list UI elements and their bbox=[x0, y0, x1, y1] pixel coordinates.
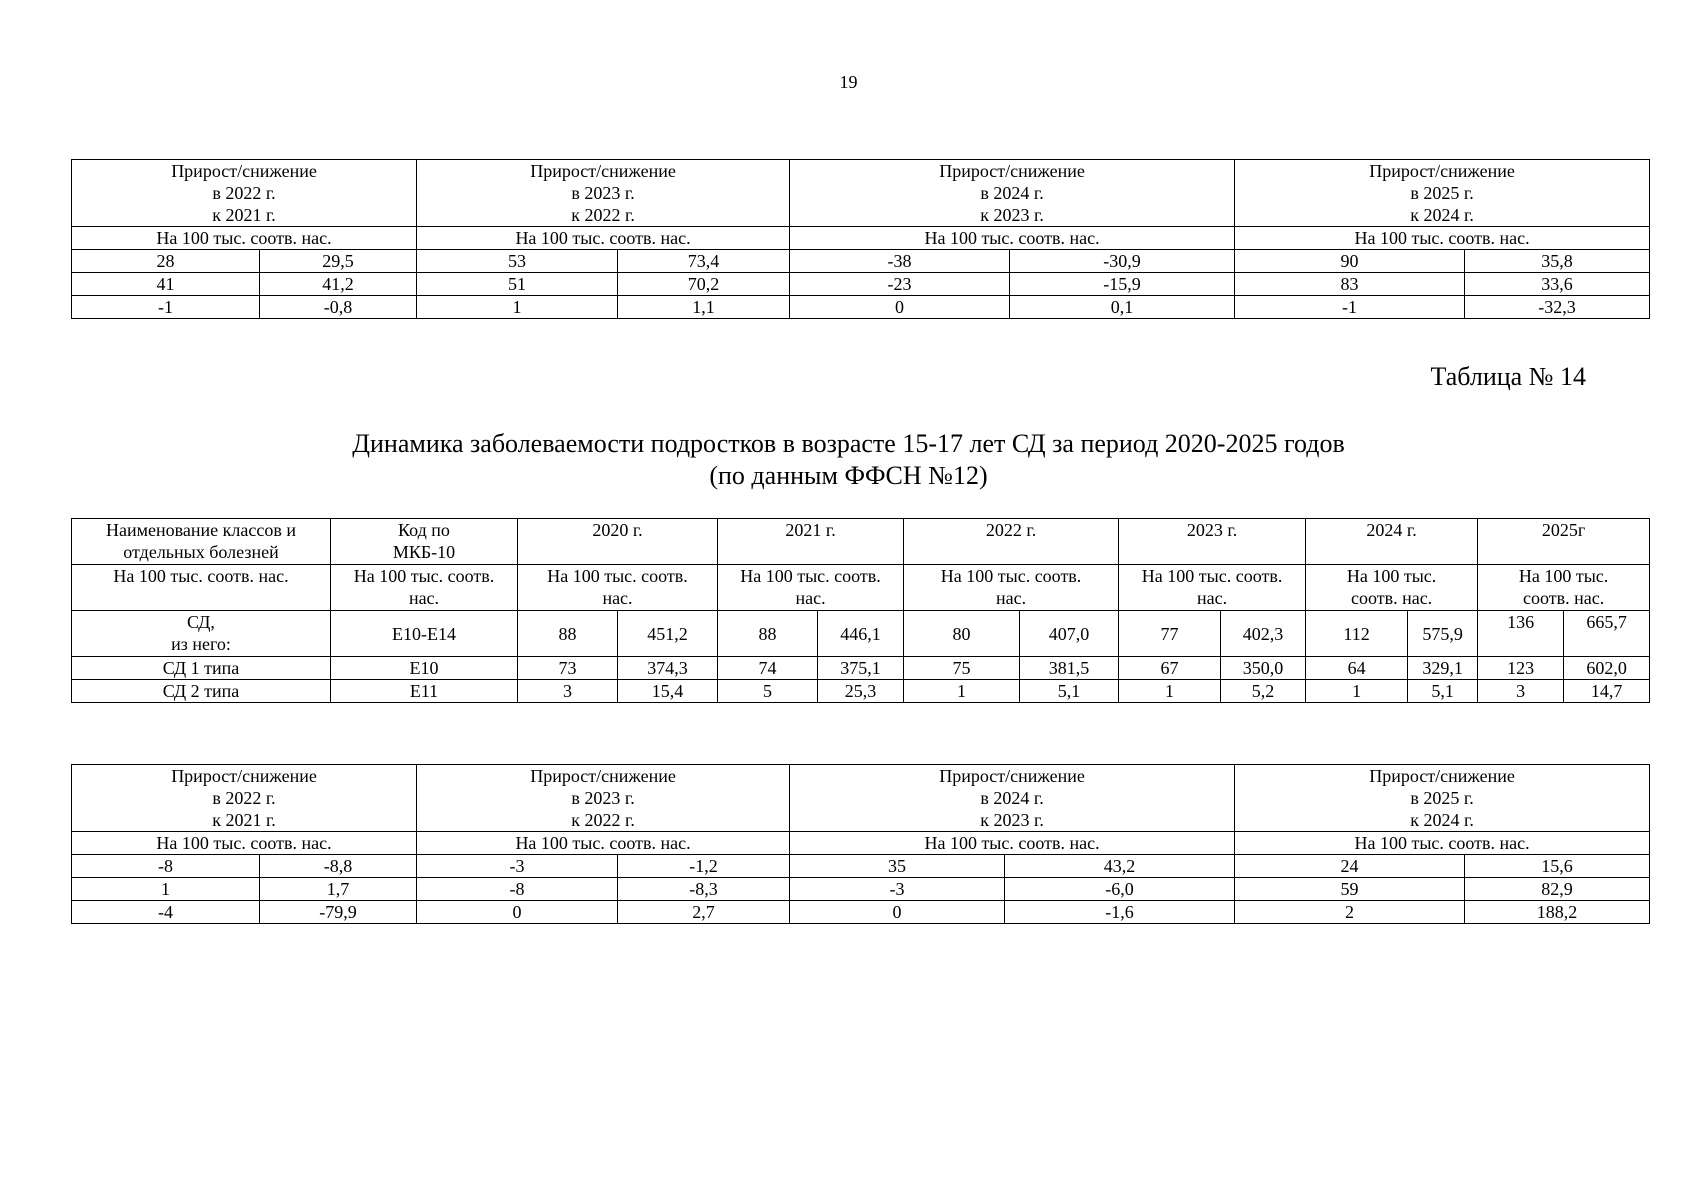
table-row bbox=[72, 250, 1650, 273]
table-cell: 112 bbox=[1306, 611, 1408, 657]
growth-header-cell bbox=[72, 160, 417, 227]
header-year-cell: 2021 г. bbox=[718, 519, 904, 565]
subheader-line: На 100 тыс. соотв. bbox=[547, 566, 688, 586]
subheader-line: На 100 тыс. соотв. bbox=[1141, 566, 1283, 586]
table-cell: 3 bbox=[1478, 680, 1564, 703]
table-cell: 82,9 bbox=[1465, 878, 1650, 901]
table-cell: -1,2 bbox=[618, 855, 790, 878]
row-code-cell: Е10-Е14 bbox=[331, 611, 518, 657]
table-cell: 90 bbox=[1235, 250, 1465, 273]
growth-subheader-cell: На 100 тыс. соотв. нас. bbox=[1235, 227, 1650, 250]
table-row bbox=[72, 855, 1650, 878]
table-cell: 88 bbox=[718, 611, 818, 657]
header-line: в 2023 г. bbox=[571, 183, 635, 203]
table-cell: 15,4 bbox=[618, 680, 718, 703]
header-line: к 2024 г. bbox=[1410, 810, 1474, 830]
row-code-cell: Е11 bbox=[331, 680, 518, 703]
header-line: в 2024 г. bbox=[980, 788, 1044, 808]
table-cell: 665,7 bbox=[1564, 611, 1650, 657]
table-cell: 88 bbox=[518, 611, 618, 657]
table-cell: -6,0 bbox=[1005, 878, 1235, 901]
table-cell: -3 bbox=[417, 855, 618, 878]
table-cell: -1 bbox=[72, 296, 260, 319]
row-name-cell: СД 1 типа bbox=[72, 657, 331, 680]
table-row bbox=[72, 296, 1650, 319]
table-cell: 575,9 bbox=[1408, 611, 1478, 657]
table-cell: 329,1 bbox=[1408, 657, 1478, 680]
table-cell: 51 bbox=[417, 273, 618, 296]
table-cell: 59 bbox=[1235, 878, 1465, 901]
header-line: к 2024 г. bbox=[1410, 205, 1474, 225]
header-line: к 2021 г. bbox=[212, 810, 276, 830]
header-line: Прирост/снижение bbox=[1369, 766, 1515, 786]
table-cell: 29,5 bbox=[260, 250, 417, 273]
subheader-line: нас. bbox=[995, 588, 1027, 608]
table-cell: 35 bbox=[790, 855, 1005, 878]
growth-header-cell bbox=[1235, 765, 1650, 832]
header-line: Прирост/снижение bbox=[530, 161, 676, 181]
incidence-subheader-row bbox=[72, 565, 1650, 611]
header-line: в 2022 г. bbox=[212, 183, 276, 203]
subheader-code-cell bbox=[331, 565, 518, 611]
subheader-year-cell bbox=[1306, 565, 1478, 611]
row-name-cell bbox=[72, 611, 331, 657]
table-cell: -3 bbox=[790, 878, 1005, 901]
growth-header-cell bbox=[1235, 160, 1650, 227]
table-cell: -32,3 bbox=[1465, 296, 1650, 319]
table-cell: 77 bbox=[1119, 611, 1221, 657]
header-code-cell bbox=[331, 519, 518, 565]
growth-subheader-cell: На 100 тыс. соотв. нас. bbox=[72, 832, 417, 855]
growth-table-bottom bbox=[71, 764, 1650, 924]
header-line: к 2023 г. bbox=[980, 205, 1044, 225]
header-year-cell: 2020 г. bbox=[518, 519, 718, 565]
table-cell: -4 bbox=[72, 901, 260, 924]
header-line: Прирост/снижение bbox=[171, 766, 317, 786]
incidence-header-row bbox=[72, 519, 1650, 565]
incidence-table bbox=[71, 518, 1650, 703]
table-cell: 35,8 bbox=[1465, 250, 1650, 273]
growth-subheader-cell: На 100 тыс. соотв. нас. bbox=[417, 227, 790, 250]
header-line: к 2021 г. bbox=[212, 205, 276, 225]
header-year-cell: 2022 г. bbox=[904, 519, 1119, 565]
table-cell: 1,1 bbox=[618, 296, 790, 319]
growth-subheader-cell: На 100 тыс. соотв. нас. bbox=[790, 832, 1235, 855]
subheader-line: нас. bbox=[602, 588, 633, 608]
table-cell: 0 bbox=[790, 296, 1010, 319]
table-cell: 407,0 bbox=[1020, 611, 1119, 657]
growth-subheader-cell: На 100 тыс. соотв. нас. bbox=[72, 227, 417, 250]
table-cell: -79,9 bbox=[260, 901, 417, 924]
growth-header-cell bbox=[417, 765, 790, 832]
table-cell: 0,1 bbox=[1010, 296, 1235, 319]
header-name-cell bbox=[72, 519, 331, 565]
table-row bbox=[72, 657, 1650, 680]
table-cell: -8 bbox=[72, 855, 260, 878]
subheader-year-cell bbox=[518, 565, 718, 611]
header-line: в 2025 г. bbox=[1410, 183, 1474, 203]
table-number: Таблица № 14 bbox=[1430, 362, 1586, 391]
table-cell: 73,4 bbox=[618, 250, 790, 273]
growth-header-cell bbox=[790, 765, 1235, 832]
growth-header-cell bbox=[72, 765, 417, 832]
subheader-year-cell bbox=[1478, 565, 1650, 611]
header-line: Наименование классов и bbox=[106, 520, 296, 540]
growth-header-cell bbox=[790, 160, 1235, 227]
table-row bbox=[72, 273, 1650, 296]
subheader-year-cell bbox=[1119, 565, 1306, 611]
table-cell: 136 bbox=[1478, 611, 1564, 657]
table-row bbox=[72, 611, 1650, 657]
table-cell: 67 bbox=[1119, 657, 1221, 680]
table-cell: 2,7 bbox=[618, 901, 790, 924]
table-cell: 24 bbox=[1235, 855, 1465, 878]
table-cell: 1 bbox=[417, 296, 618, 319]
table-cell: -8,3 bbox=[618, 878, 790, 901]
table-cell: 70,2 bbox=[618, 273, 790, 296]
growth-header-row bbox=[72, 160, 1650, 227]
subheader-line: нас. bbox=[1196, 588, 1228, 608]
row-name-line: СД, bbox=[187, 612, 215, 632]
subheader-line: нас. bbox=[795, 588, 826, 608]
growth-subheader-row bbox=[72, 832, 1650, 855]
table-cell: 14,7 bbox=[1564, 680, 1650, 703]
table-cell: -23 bbox=[790, 273, 1010, 296]
table-cell: 374,3 bbox=[618, 657, 718, 680]
growth-subheader-row bbox=[72, 227, 1650, 250]
table-cell: 5 bbox=[718, 680, 818, 703]
header-line: к 2023 г. bbox=[980, 810, 1044, 830]
table-cell: -15,9 bbox=[1010, 273, 1235, 296]
row-code-cell: Е10 bbox=[331, 657, 518, 680]
table-row bbox=[72, 680, 1650, 703]
table-cell: 53 bbox=[417, 250, 618, 273]
table-cell: 75 bbox=[904, 657, 1020, 680]
header-line: в 2024 г. bbox=[980, 183, 1044, 203]
page-number: 19 bbox=[839, 72, 858, 92]
table-cell: 1 bbox=[904, 680, 1020, 703]
table-row bbox=[72, 878, 1650, 901]
subheader-line: На 100 тыс. bbox=[1346, 566, 1437, 586]
subheader-line: На 100 тыс. соотв. bbox=[353, 566, 495, 586]
header-line: к 2022 г. bbox=[571, 205, 635, 225]
table-cell: 5,1 bbox=[1020, 680, 1119, 703]
growth-subheader-cell: На 100 тыс. соотв. нас. bbox=[1235, 832, 1650, 855]
table-cell: 73 bbox=[518, 657, 618, 680]
table-cell: -1,6 bbox=[1005, 901, 1235, 924]
subheader-line: На 100 тыс. соотв. bbox=[740, 566, 881, 586]
table-cell: 602,0 bbox=[1564, 657, 1650, 680]
table-cell: 381,5 bbox=[1020, 657, 1119, 680]
table-cell: 74 bbox=[718, 657, 818, 680]
table-cell: -0,8 bbox=[260, 296, 417, 319]
row-name-line: из него: bbox=[171, 634, 231, 654]
growth-header-row bbox=[72, 765, 1650, 832]
header-line: МКБ-10 bbox=[392, 542, 456, 562]
table-cell: 0 bbox=[417, 901, 618, 924]
table-cell: 1,7 bbox=[260, 878, 417, 901]
subheader-line: нас. bbox=[408, 588, 440, 608]
header-line: Прирост/снижение bbox=[530, 766, 676, 786]
table-cell: 446,1 bbox=[818, 611, 904, 657]
table-cell: 28 bbox=[72, 250, 260, 273]
table-cell: 25,3 bbox=[818, 680, 904, 703]
table-cell: 33,6 bbox=[1465, 273, 1650, 296]
title-line: (по данным ФФСН №12) bbox=[709, 461, 988, 490]
table-cell: 41,2 bbox=[260, 273, 417, 296]
table-cell: -30,9 bbox=[1010, 250, 1235, 273]
growth-subheader-cell: На 100 тыс. соотв. нас. bbox=[417, 832, 790, 855]
growth-header-cell bbox=[417, 160, 790, 227]
table-cell: 1 bbox=[1119, 680, 1221, 703]
header-line: в 2023 г. bbox=[571, 788, 635, 808]
table-cell: 1 bbox=[1306, 680, 1408, 703]
table-cell: -8,8 bbox=[260, 855, 417, 878]
table-cell: 123 bbox=[1478, 657, 1564, 680]
table-cell: 80 bbox=[904, 611, 1020, 657]
row-name-cell: СД 2 типа bbox=[72, 680, 331, 703]
header-line: Прирост/снижение bbox=[939, 161, 1085, 181]
header-year-cell: 2024 г. bbox=[1306, 519, 1478, 565]
table-cell: 5,2 bbox=[1221, 680, 1306, 703]
table-cell: 3 bbox=[518, 680, 618, 703]
subheader-year-cell bbox=[904, 565, 1119, 611]
subheader-line: На 100 тыс. bbox=[1518, 566, 1609, 586]
table-cell: 15,6 bbox=[1465, 855, 1650, 878]
header-line: Прирост/снижение bbox=[939, 766, 1085, 786]
table-cell: 451,2 bbox=[618, 611, 718, 657]
header-line: отдельных болезней bbox=[123, 542, 279, 562]
subheader-line: соотв. нас. bbox=[1350, 588, 1433, 608]
table-cell: -8 bbox=[417, 878, 618, 901]
header-line: в 2025 г. bbox=[1410, 788, 1474, 808]
table-cell: 2 bbox=[1235, 901, 1465, 924]
table-cell: 0 bbox=[790, 901, 1005, 924]
title-line: Динамика заболеваемости подростков в возрасте 15-17 лет СД за период 2020-2025 годов bbox=[352, 429, 1345, 458]
table-cell: -38 bbox=[790, 250, 1010, 273]
table-cell: 5,1 bbox=[1408, 680, 1478, 703]
table-cell: 402,3 bbox=[1221, 611, 1306, 657]
header-line: Прирост/снижение bbox=[1369, 161, 1515, 181]
table-cell: 350,0 bbox=[1221, 657, 1306, 680]
subheader-year-cell bbox=[718, 565, 904, 611]
header-line: в 2022 г. bbox=[212, 788, 276, 808]
header-line: Код по bbox=[398, 520, 450, 540]
table-cell: 188,2 bbox=[1465, 901, 1650, 924]
growth-table-top bbox=[71, 159, 1650, 319]
table-cell: 64 bbox=[1306, 657, 1408, 680]
header-year-cell: 2023 г. bbox=[1119, 519, 1306, 565]
table-cell: 375,1 bbox=[818, 657, 904, 680]
header-year-cell: 2025г bbox=[1478, 519, 1650, 565]
table-cell: 83 bbox=[1235, 273, 1465, 296]
header-line: к 2022 г. bbox=[571, 810, 635, 830]
table-row bbox=[72, 901, 1650, 924]
growth-subheader-cell: На 100 тыс. соотв. нас. bbox=[790, 227, 1235, 250]
table-cell: -1 bbox=[1235, 296, 1465, 319]
table-cell: 41 bbox=[72, 273, 260, 296]
table-title bbox=[0, 428, 1697, 492]
table-cell: 1 bbox=[72, 878, 260, 901]
table-cell: 43,2 bbox=[1005, 855, 1235, 878]
subheader-line: На 100 тыс. соотв. bbox=[940, 566, 1082, 586]
subheader-name-cell: На 100 тыс. соотв. нас. bbox=[72, 565, 331, 611]
subheader-line: соотв. нас. bbox=[1522, 588, 1605, 608]
header-line: Прирост/снижение bbox=[171, 161, 317, 181]
